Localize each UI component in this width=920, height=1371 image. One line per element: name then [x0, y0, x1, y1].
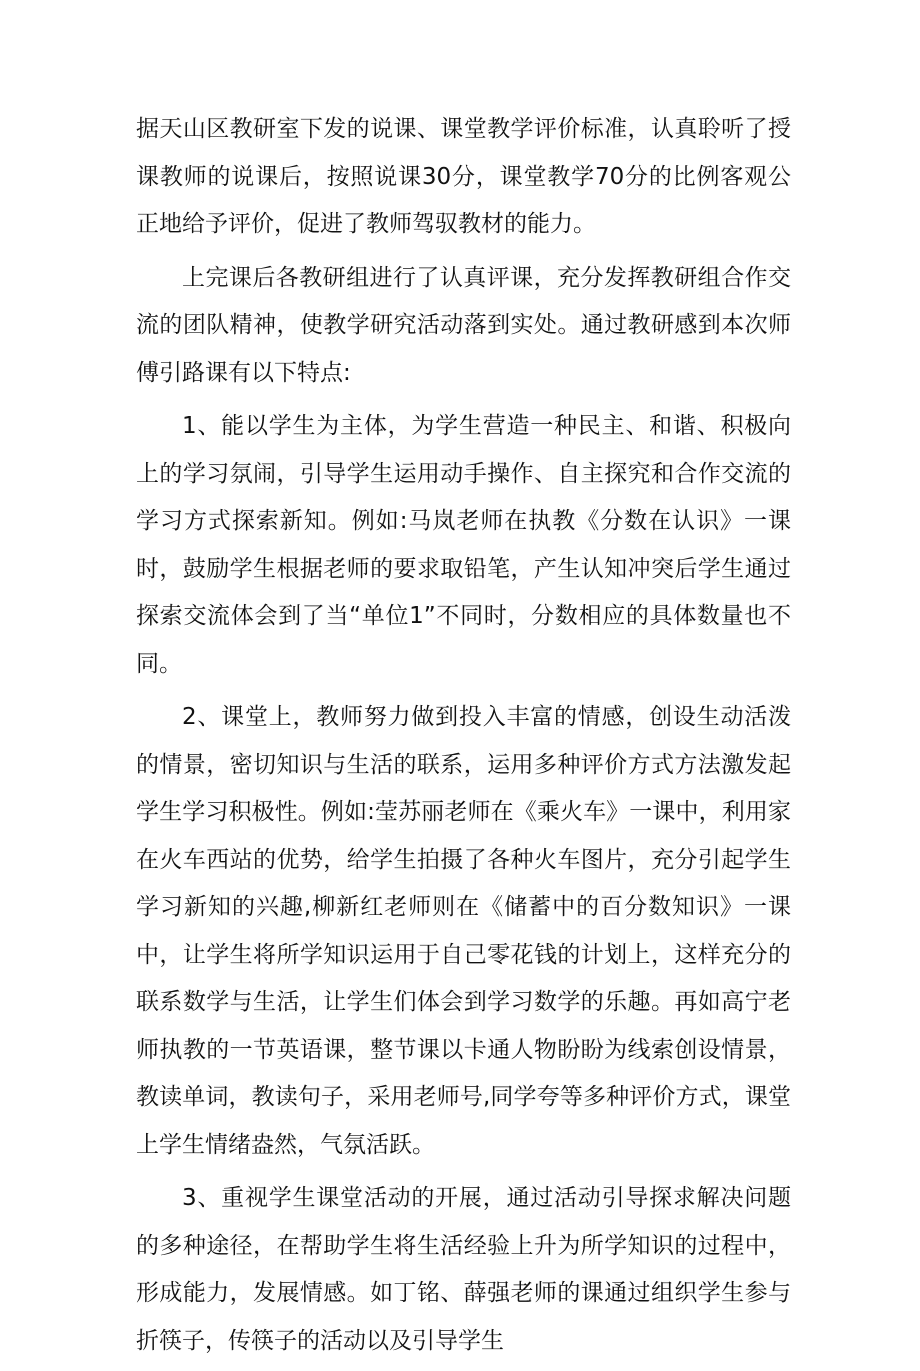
document-body — [136, 106, 791, 1371]
paragraph-evaluation-standard: 据天山区教研室下发的说课、课堂教学评价标准，认真聆听了授课教师的说课后，按照说课30分，课堂教学70分的比例客观公正地给予评价，促进了教师驾驭教材的能力。 — [136, 116, 791, 237]
paragraph-review-summary: 上完课后各教研组进行了认真评课，充分发挥教研组合作交流的团队精神，使教学研究活动落到实处。通过教研感到本次师傅引路课有以下特点: — [136, 264, 791, 386]
paragraph-feature-2: 2、课堂上，教师努力做到投入丰富的情感，创设生动活泼的情景，密切知识与生活的联系，运用多种评价方式方法激发起学生学习积极性。例如:莹苏丽老师在《乘火车》一课中，利用家在火车西站的优势，给学生拍摄了各种火车图片，充分引起学生学习新知的兴趣,柳新红老师则在《储蓄中的百分数知识》一课中，让学生将所学知识运用于自己零花钱的计划上，这样充分的联系数学与生活，让学生们体会到学习数学的乐趣。再如高宁老师执教的一节英语课，整节课以卡通人物盼盼为线索创设情景，教读单词，教读句子，采用老师号,同学夸等多种评价方式，课堂上学生情绪盎然，气氛活跃。 — [136, 704, 791, 1158]
paragraph-feature-3: 3、重视学生课堂活动的开展，通过活动引导探求解决问题的多种途径，在帮助学生将生活经验上升为所学知识的过程中，形成能力，发展情感。如丁铭、薛强老师的课通过组织学生参与折筷子，传筷子的活动以及引导学生 — [136, 1185, 791, 1354]
paragraph-feature-1: 1、能以学生为主体，为学生营造一种民主、和谐、积极向上的学习氛闹，引导学生运用动手操作、自主探究和合作交流的学习方式探索新知。例如:马岚老师在执教《分数在认识》一课时，鼓励学生根据老师的要求取铅笔，产生认知冲突后学生通过探索交流体会到了当“单位1”不同时，分数相应的具体数量也不同。 — [136, 413, 791, 677]
